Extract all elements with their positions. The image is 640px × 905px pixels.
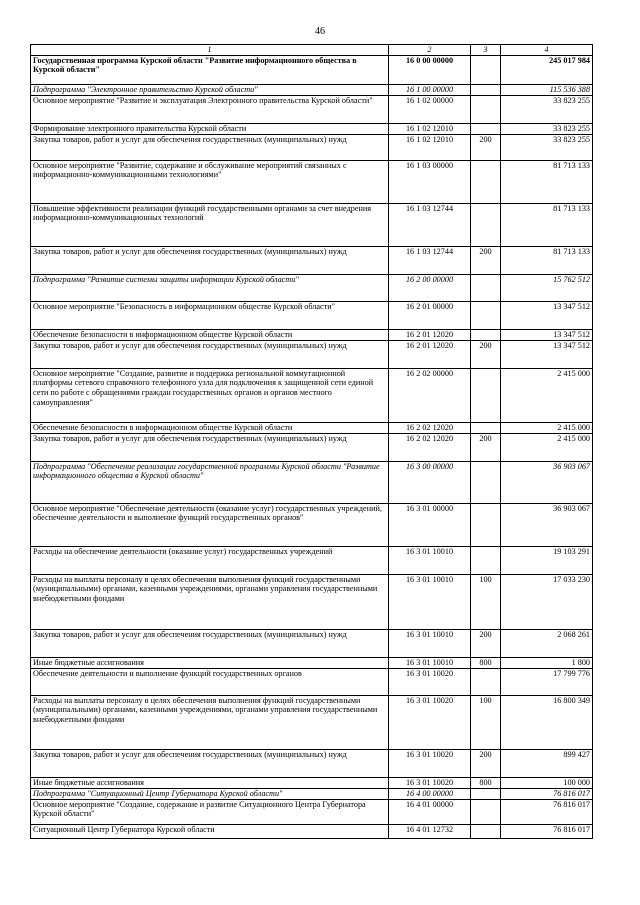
- row-expense-type-cell: [471, 824, 501, 838]
- row-amount-cell: 2 415 000: [501, 433, 593, 461]
- row-code-cell: 16 2 01 00000: [389, 301, 471, 329]
- row-code-cell: 16 2 02 12020: [389, 433, 471, 461]
- table-row: [31, 777, 593, 788]
- row-code-cell: 16 3 01 10010: [389, 657, 471, 668]
- table-row: [31, 695, 593, 749]
- table-row: [31, 123, 593, 134]
- table-row: [31, 246, 593, 274]
- row-code-cell: 16 1 03 12744: [389, 246, 471, 274]
- row-expense-type-cell: [471, 422, 501, 433]
- row-amount-cell: 16 800 349: [501, 695, 593, 749]
- header-cell-code: 2: [389, 45, 471, 56]
- row-name-cell: Закупка товаров, работ и услуг для обеспечения государственных (муниципальных) нужд: [31, 246, 389, 274]
- row-expense-type-cell: [471, 84, 501, 95]
- row-expense-type-cell: 200: [471, 246, 501, 274]
- row-amount-cell: 76 816 017: [501, 799, 593, 824]
- row-expense-type-cell: 100: [471, 574, 501, 629]
- row-name-cell: Закупка товаров, работ и услуг для обеспечения государственных (муниципальных) нужд: [31, 629, 389, 657]
- table-row: [31, 824, 593, 838]
- row-name-cell: Подпрограмма "Развитие системы защиты информации Курской области": [31, 274, 389, 301]
- row-name-cell: Ситуационный Центр Губернатора Курской области: [31, 824, 389, 838]
- table-row: [31, 668, 593, 695]
- row-expense-type-cell: 200: [471, 749, 501, 777]
- row-name-cell: Основное мероприятие "Создание, развитие и поддержка региональной коммутационной платформы сетевого справочного телефонного узла для подключения к защищенной сети единой сети по работе с обращениями граждан государственных органов и органов местного самоуправления": [31, 368, 389, 422]
- table-row: [31, 134, 593, 160]
- table-row: [31, 657, 593, 668]
- row-amount-cell: 15 762 512: [501, 274, 593, 301]
- row-code-cell: 16 3 01 10010: [389, 629, 471, 657]
- row-expense-type-cell: 200: [471, 629, 501, 657]
- table-row: [31, 301, 593, 329]
- row-expense-type-cell: [471, 160, 501, 203]
- row-amount-cell: 245 017 984: [501, 55, 593, 84]
- row-amount-cell: 13 347 512: [501, 329, 593, 340]
- row-amount-cell: 17 799 776: [501, 668, 593, 695]
- header-cell-expense-type: 3: [471, 45, 501, 56]
- row-name-cell: Формирование электронного правительства Курской области: [31, 123, 389, 134]
- row-name-cell: Обеспечение безопасности в информационном обществе Курской области: [31, 329, 389, 340]
- table-row: [31, 629, 593, 657]
- table-row: [31, 55, 593, 84]
- row-name-cell: Повышение эффективности реализации функций государственными органами за счет внедрения информационно-коммуникационных технологий: [31, 203, 389, 246]
- row-name-cell: Основное мероприятие "Обеспечение деятельности (оказание услуг) государственных учреждений, обеспечение деятельности и выполнение функций государственных органов": [31, 503, 389, 546]
- row-name-cell: Расходы на выплаты персоналу в целях обеспечения выполнения функций государственными (муниципальными) органами, казенными учреждениями, органами управления государственными внебюджетными фондами: [31, 695, 389, 749]
- row-expense-type-cell: 200: [471, 340, 501, 368]
- row-code-cell: 16 4 00 00000: [389, 788, 471, 799]
- row-code-cell: 16 4 01 00000: [389, 799, 471, 824]
- row-code-cell: 16 3 01 10020: [389, 668, 471, 695]
- row-code-cell: 16 0 00 00000: [389, 55, 471, 84]
- row-amount-cell: 81 713 133: [501, 246, 593, 274]
- row-expense-type-cell: [471, 368, 501, 422]
- table-row: [31, 433, 593, 461]
- row-expense-type-cell: [471, 668, 501, 695]
- row-expense-type-cell: 800: [471, 777, 501, 788]
- row-name-cell: Обеспечение деятельности и выполнение функций государственных органов: [31, 668, 389, 695]
- row-amount-cell: 36 903 067: [501, 503, 593, 546]
- table-header-row: [31, 45, 593, 56]
- row-name-cell: Расходы на выплаты персоналу в целях обеспечения выполнения функций государственными (муниципальными) органами, казенными учреждениями, органами управления государственными внебюджетными фондами: [31, 574, 389, 629]
- row-code-cell: 16 2 01 12020: [389, 340, 471, 368]
- row-amount-cell: 13 347 512: [501, 340, 593, 368]
- table-row: [31, 95, 593, 123]
- table-row: [31, 368, 593, 422]
- row-expense-type-cell: [471, 123, 501, 134]
- table-row: [31, 274, 593, 301]
- row-expense-type-cell: [471, 503, 501, 546]
- page-number: 46: [315, 26, 325, 37]
- row-name-cell: Подпрограмма "Ситуационный Центр Губернатора Курской области": [31, 788, 389, 799]
- row-name-cell: Закупка товаров, работ и услуг для обеспечения государственных (муниципальных) нужд: [31, 433, 389, 461]
- row-amount-cell: 19 103 291: [501, 546, 593, 574]
- row-name-cell: Подпрограмма "Электронное правительство Курской области": [31, 84, 389, 95]
- row-amount-cell: 81 713 133: [501, 160, 593, 203]
- table-row: [31, 788, 593, 799]
- row-amount-cell: 100 000: [501, 777, 593, 788]
- row-name-cell: Закупка товаров, работ и услуг для обеспечения государственных (муниципальных) нужд: [31, 340, 389, 368]
- row-expense-type-cell: 100: [471, 695, 501, 749]
- row-expense-type-cell: [471, 301, 501, 329]
- row-code-cell: 16 2 00 00000: [389, 274, 471, 301]
- table-row: [31, 461, 593, 503]
- row-name-cell: Основное мероприятие "Безопасность в информационном обществе Курской области": [31, 301, 389, 329]
- row-expense-type-cell: [471, 461, 501, 503]
- table-row: [31, 546, 593, 574]
- row-amount-cell: 115 536 388: [501, 84, 593, 95]
- row-name-cell: Подпрограмма "Обеспечение реализации государственной программы Курской области "Развитие информационного общества в Курской области": [31, 461, 389, 503]
- row-amount-cell: 33 823 255: [501, 123, 593, 134]
- row-expense-type-cell: [471, 95, 501, 123]
- header-cell-name: 1: [31, 45, 389, 56]
- row-expense-type-cell: 800: [471, 657, 501, 668]
- row-name-cell: Иные бюджетные ассигнования: [31, 777, 389, 788]
- row-amount-cell: 1 800: [501, 657, 593, 668]
- row-amount-cell: 33 823 255: [501, 95, 593, 123]
- row-expense-type-cell: 200: [471, 433, 501, 461]
- row-code-cell: 16 4 01 12732: [389, 824, 471, 838]
- table-row: [31, 422, 593, 433]
- row-code-cell: 16 3 01 00000: [389, 503, 471, 546]
- row-code-cell: 16 2 02 00000: [389, 368, 471, 422]
- row-expense-type-cell: [471, 546, 501, 574]
- row-name-cell: Закупка товаров, работ и услуг для обеспечения государственных (муниципальных) нужд: [31, 134, 389, 160]
- row-expense-type-cell: [471, 203, 501, 246]
- row-amount-cell: 17 033 230: [501, 574, 593, 629]
- table-row: [31, 574, 593, 629]
- row-name-cell: Расходы на обеспечение деятельности (оказание услуг) государственных учреждений: [31, 546, 389, 574]
- header-cell-amount: 4: [501, 45, 593, 56]
- row-code-cell: 16 1 03 12744: [389, 203, 471, 246]
- row-amount-cell: 81 713 133: [501, 203, 593, 246]
- row-name-cell: Основное мероприятие "Развитие и эксплуатация Электронного правительства Курской области": [31, 95, 389, 123]
- table-row: [31, 160, 593, 203]
- table-row: [31, 329, 593, 340]
- table-row: [31, 203, 593, 246]
- row-code-cell: 16 3 01 10020: [389, 777, 471, 788]
- row-code-cell: 16 1 00 00000: [389, 84, 471, 95]
- row-code-cell: 16 2 02 12020: [389, 422, 471, 433]
- row-expense-type-cell: [471, 55, 501, 84]
- row-code-cell: 16 3 01 10020: [389, 749, 471, 777]
- row-name-cell: Основное мероприятие "Создание, содержание и развитие Ситуационного Центра Губернатора Курской области": [31, 799, 389, 824]
- row-amount-cell: 36 903 067: [501, 461, 593, 503]
- row-expense-type-cell: [471, 329, 501, 340]
- row-code-cell: 16 3 01 10010: [389, 574, 471, 629]
- row-code-cell: 16 1 03 00000: [389, 160, 471, 203]
- table-row: [31, 340, 593, 368]
- row-code-cell: 16 3 01 10010: [389, 546, 471, 574]
- row-expense-type-cell: [471, 274, 501, 301]
- row-expense-type-cell: [471, 788, 501, 799]
- row-code-cell: 16 1 02 00000: [389, 95, 471, 123]
- table-row: [31, 749, 593, 777]
- row-code-cell: 16 3 01 10020: [389, 695, 471, 749]
- row-code-cell: 16 1 02 12010: [389, 123, 471, 134]
- row-amount-cell: 899 427: [501, 749, 593, 777]
- row-amount-cell: 76 816 017: [501, 788, 593, 799]
- row-name-cell: Государственная программа Курской области "Развитие информационного общества в Курской области": [31, 55, 389, 84]
- row-name-cell: Основное мероприятие "Развитие, содержание и обслуживание мероприятий связанных с информационно-коммуникационными технологиями": [31, 160, 389, 203]
- budget-table: [30, 44, 593, 839]
- table-row: [31, 84, 593, 95]
- row-code-cell: 16 2 01 12020: [389, 329, 471, 340]
- row-expense-type-cell: 200: [471, 134, 501, 160]
- row-amount-cell: 76 816 017: [501, 824, 593, 838]
- row-name-cell: Закупка товаров, работ и услуг для обеспечения государственных (муниципальных) нужд: [31, 749, 389, 777]
- row-amount-cell: 13 347 512: [501, 301, 593, 329]
- row-amount-cell: 2 415 000: [501, 422, 593, 433]
- row-amount-cell: 33 823 255: [501, 134, 593, 160]
- row-code-cell: 16 3 00 00000: [389, 461, 471, 503]
- table-row: [31, 503, 593, 546]
- row-amount-cell: 2 415 000: [501, 368, 593, 422]
- row-expense-type-cell: [471, 799, 501, 824]
- table-row: [31, 799, 593, 824]
- row-name-cell: Иные бюджетные ассигнования: [31, 657, 389, 668]
- row-amount-cell: 2 068 261: [501, 629, 593, 657]
- row-name-cell: Обеспечение безопасности в информационном обществе Курской области: [31, 422, 389, 433]
- row-code-cell: 16 1 02 12010: [389, 134, 471, 160]
